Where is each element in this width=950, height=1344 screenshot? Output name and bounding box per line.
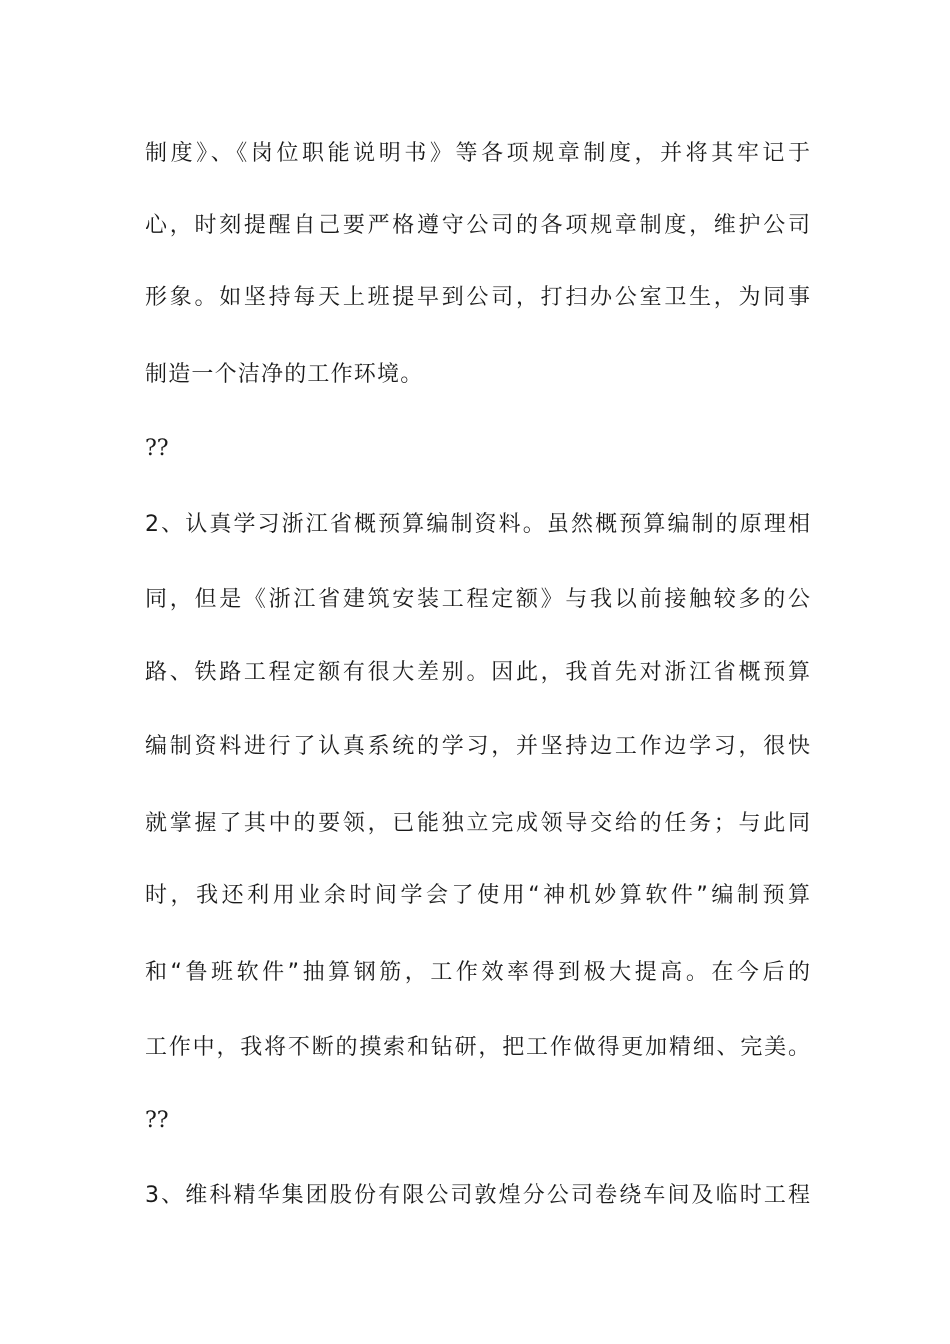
text-line: 和“鲁班软件”抽算钢筋，工作效率得到极大提高。在今后的 (145, 960, 810, 985)
text-line: 同，但是《浙江省建筑安装工程定额》与我以前接触较多的公 (145, 587, 810, 612)
text-line: 制度》、《岗位职能说明书》等各项规章制度，并将其牢记于 (145, 141, 810, 166)
text-line: 心，时刻提醒自己要严格遵守公司的各项规章制度，维护公司 (145, 213, 810, 238)
text-line: 形象。如坚持每天上班提早到公司，打扫办公室卫生，为同事 (145, 285, 810, 310)
text-line: 就掌握了其中的要领，已能独立完成领导交给的任务；与此同 (145, 811, 810, 836)
text-line: 2、认真学习浙江省概预算编制资料。虽然概预算编制的原理相 (145, 512, 810, 537)
paragraph-separator: ?? (145, 1108, 169, 1133)
paragraph-separator: ?? (145, 436, 169, 461)
text-line: 时，我还利用业余时间学会了使用“神机妙算软件”编制预算 (145, 883, 810, 908)
text-line: 路、铁路工程定额有很大差别。因此，我首先对浙江省概预算 (145, 660, 810, 685)
text-line: 编制资料进行了认真系统的学习，并坚持边工作边学习，很快 (145, 734, 810, 759)
text-line: 制造一个洁净的工作环境。 (145, 362, 424, 387)
text-line: 工作中，我将不断的摸索和钻研，把工作做得更加精细、完美。 (145, 1035, 810, 1060)
text-line: 3、维科精华集团股份有限公司敦煌分公司卷绕车间及临时工程 (145, 1183, 810, 1208)
